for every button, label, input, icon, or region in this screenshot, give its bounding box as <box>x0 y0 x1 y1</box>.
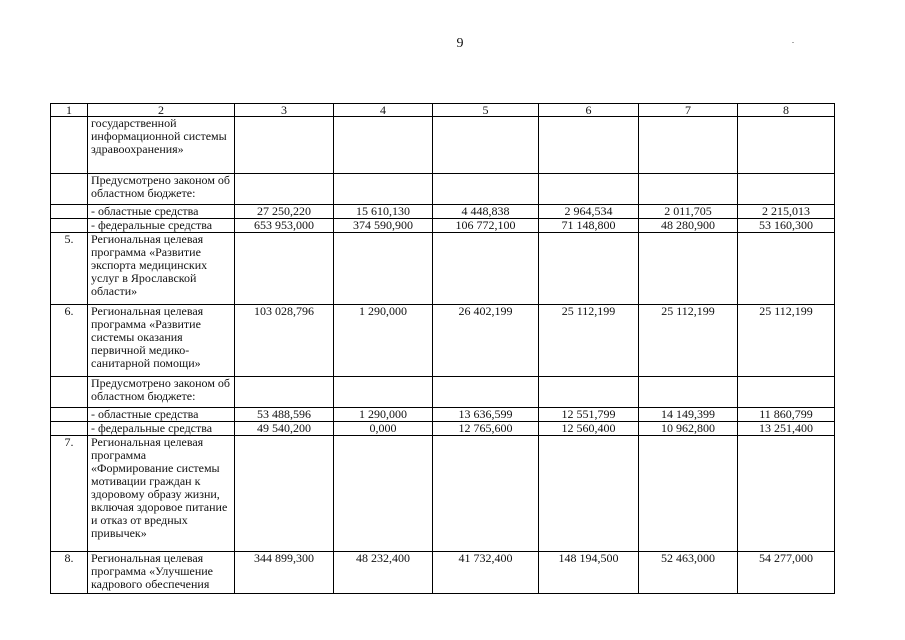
value-cell: 53 488,596 <box>235 408 334 422</box>
value-cell: 2 964,534 <box>539 205 639 219</box>
value-cell: 48 232,400 <box>334 552 433 594</box>
value-cell <box>539 174 639 205</box>
header-cell: 2 <box>88 104 235 117</box>
value-cell <box>738 233 835 305</box>
header-cell: 1 <box>51 104 88 117</box>
value-cell: 106 772,100 <box>433 219 539 233</box>
value-cell: 52 463,000 <box>639 552 738 594</box>
value-cell: 25 112,199 <box>738 305 835 377</box>
value-cell <box>539 436 639 552</box>
header-cell: 4 <box>334 104 433 117</box>
value-cell <box>639 233 738 305</box>
table-row <box>51 205 835 219</box>
value-cell: 344 899,300 <box>235 552 334 594</box>
value-cell <box>539 233 639 305</box>
value-cell <box>433 233 539 305</box>
value-cell <box>334 436 433 552</box>
value-cell <box>539 377 639 408</box>
row-number-cell: 7. <box>51 436 88 552</box>
value-cell: 25 112,199 <box>639 305 738 377</box>
row-name-cell: - федеральные средства <box>88 219 235 233</box>
header-cell: 6 <box>539 104 639 117</box>
value-cell: 10 962,800 <box>639 422 738 436</box>
value-cell <box>334 117 433 174</box>
table-row <box>51 117 835 174</box>
page-number: 9 <box>456 36 464 51</box>
value-cell <box>639 117 738 174</box>
value-cell <box>334 233 433 305</box>
value-cell: 11 860,799 <box>738 408 835 422</box>
value-cell: 12 765,600 <box>433 422 539 436</box>
value-cell <box>738 117 835 174</box>
row-number-cell <box>51 219 88 233</box>
row-number-cell <box>51 408 88 422</box>
table-row <box>51 422 835 436</box>
row-number-cell <box>51 117 88 174</box>
value-cell: 4 448,838 <box>433 205 539 219</box>
row-name-cell: Предусмотрено законом об областном бюджете: <box>88 174 235 205</box>
header-cell: 8 <box>738 104 835 117</box>
value-cell: 25 112,199 <box>539 305 639 377</box>
value-cell <box>334 174 433 205</box>
row-number-cell <box>51 377 88 408</box>
value-cell: 14 149,399 <box>639 408 738 422</box>
row-number-cell <box>51 174 88 205</box>
value-cell <box>235 117 334 174</box>
value-cell <box>738 436 835 552</box>
value-cell: 1 290,000 <box>334 408 433 422</box>
value-cell: 1 290,000 <box>334 305 433 377</box>
table-row <box>51 377 835 408</box>
table-row <box>51 174 835 205</box>
value-cell: 41 732,400 <box>433 552 539 594</box>
row-name-cell: - областные средства <box>88 408 235 422</box>
value-cell <box>235 377 334 408</box>
row-name-cell: государственной информационной системы здравоохранения» <box>88 117 235 174</box>
row-number-cell: 5. <box>51 233 88 305</box>
value-cell <box>433 174 539 205</box>
value-cell: 2 215,013 <box>738 205 835 219</box>
header-row <box>51 104 835 117</box>
value-cell <box>738 377 835 408</box>
value-cell: 12 560,400 <box>539 422 639 436</box>
table-row <box>51 219 835 233</box>
value-cell: 13 636,599 <box>433 408 539 422</box>
value-cell: 653 953,000 <box>235 219 334 233</box>
table-row <box>51 233 835 305</box>
value-cell: 53 160,300 <box>738 219 835 233</box>
value-cell <box>433 436 539 552</box>
row-number-cell: 8. <box>51 552 88 594</box>
value-cell: 71 148,800 <box>539 219 639 233</box>
value-cell <box>738 174 835 205</box>
row-name-cell: Региональная целевая программа «Развитие экспорта медицинских услуг в Ярославской области» <box>88 233 235 305</box>
value-cell: 49 540,200 <box>235 422 334 436</box>
table-row <box>51 552 835 594</box>
value-cell <box>235 233 334 305</box>
row-name-cell: Региональная целевая программа «Улучшение кадрового обеспечения <box>88 552 235 594</box>
value-cell: 54 277,000 <box>738 552 835 594</box>
value-cell: 13 251,400 <box>738 422 835 436</box>
row-name-cell: - областные средства <box>88 205 235 219</box>
value-cell: 103 028,796 <box>235 305 334 377</box>
budget-table <box>50 103 835 594</box>
row-number-cell: 6. <box>51 305 88 377</box>
row-name-cell: Региональная целевая программа «Формирование системы мотивации граждан к здоровому образу жизни, включая здоровое питание и отказ от вредных привычек» <box>88 436 235 552</box>
value-cell <box>235 436 334 552</box>
header-cell: 5 <box>433 104 539 117</box>
row-number-cell <box>51 422 88 436</box>
value-cell: 12 551,799 <box>539 408 639 422</box>
value-cell <box>433 377 539 408</box>
value-cell: 15 610,130 <box>334 205 433 219</box>
value-cell: 2 011,705 <box>639 205 738 219</box>
value-cell: 374 590,900 <box>334 219 433 233</box>
value-cell <box>334 377 433 408</box>
header-cell: 7 <box>639 104 738 117</box>
value-cell: 0,000 <box>334 422 433 436</box>
row-name-cell: - федеральные средства <box>88 422 235 436</box>
table-row <box>51 305 835 377</box>
header-cell: 3 <box>235 104 334 117</box>
value-cell <box>639 436 738 552</box>
table-row <box>51 436 835 552</box>
value-cell <box>639 174 738 205</box>
value-cell: 27 250,220 <box>235 205 334 219</box>
row-name-cell: Предусмотрено законом об областном бюджете: <box>88 377 235 408</box>
row-name-cell: Региональная целевая программа «Развитие системы оказания первичной медико-санитарной помощи» <box>88 305 235 377</box>
value-cell <box>539 117 639 174</box>
value-cell <box>639 377 738 408</box>
value-cell: 26 402,199 <box>433 305 539 377</box>
table-row <box>51 408 835 422</box>
row-number-cell <box>51 205 88 219</box>
value-cell: 148 194,500 <box>539 552 639 594</box>
value-cell <box>433 117 539 174</box>
scan-speck <box>792 42 794 43</box>
value-cell <box>235 174 334 205</box>
value-cell: 48 280,900 <box>639 219 738 233</box>
